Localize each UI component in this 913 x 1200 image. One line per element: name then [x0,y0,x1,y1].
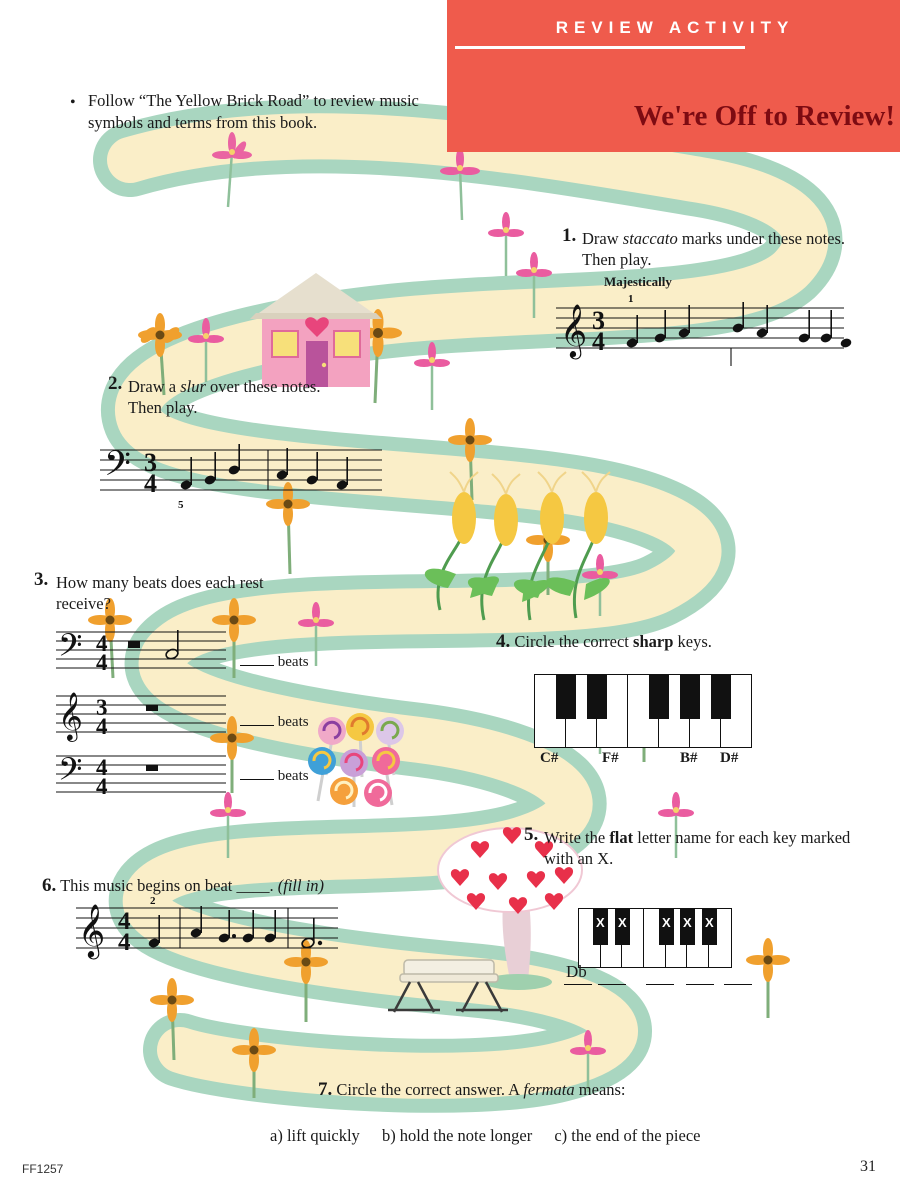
question-2 [108,372,358,419]
question-1-number: 1. [562,225,577,246]
question-3-text: How many beats does each rest receive? [56,572,264,614]
banner-label: REVIEW ACTIVITY [555,18,795,37]
x-mark-icon: X [596,915,605,930]
sharp-key-labels [534,750,764,770]
question-6-text: This music begins on beat ____. (fill in) [60,876,325,895]
svg-text:4: 4 [96,650,108,675]
black-key[interactable] [649,675,669,719]
question-2-text: Draw a slur over these notes. Then play. [128,376,321,418]
intro-text: Follow “The Yellow Brick Road” to review music symbols and terms from this book. [88,91,419,133]
svg-text:1: 1 [628,293,634,305]
svg-text:4: 4 [96,755,108,780]
svg-text:4: 4 [96,714,108,739]
page-number: 31 [860,1158,876,1175]
svg-text:𝄢: 𝄢 [58,627,83,671]
bullet-icon: • [70,94,76,111]
x-mark-icon: X [683,915,692,930]
svg-text:4: 4 [96,774,108,799]
answer-blank-beats-1[interactable]: beats [240,654,309,671]
svg-text:4: 4 [96,631,108,656]
svg-text:4: 4 [592,327,605,356]
question-4-number: 4. [496,631,511,652]
svg-text:3: 3 [144,448,157,477]
tempo-marking: Majestically [604,274,672,289]
svg-text:2: 2 [150,895,156,907]
page-title: We're Off to Review! [633,100,895,132]
answer-blank-beats-2[interactable]: beats [240,714,309,731]
staff-q6 [76,896,346,968]
svg-text:3: 3 [96,695,108,720]
key-label[interactable]: B# [680,750,698,766]
svg-text:4: 4 [118,929,131,956]
question-7-text: Circle the correct answer. A fermata means: [336,1080,626,1099]
question-4 [496,630,826,655]
staff-q1 [556,293,846,366]
question-3 [34,568,264,615]
answer-option-c[interactable]: c) the end of the piece [554,1126,701,1145]
staff-q3-row1 [56,626,236,678]
black-key[interactable] [680,675,700,719]
question-6 [42,874,462,899]
keyboard-sharp[interactable] [534,674,752,748]
question-5 [524,823,854,870]
black-key[interactable] [587,675,607,719]
svg-text:𝄞: 𝄞 [560,303,588,357]
question-2-number: 2. [108,373,123,394]
svg-text:3: 3 [592,306,605,335]
answer-blank[interactable] [598,984,626,985]
staff-q2 [100,440,390,510]
x-mark-icon: X [618,915,627,930]
answer-blank[interactable] [724,984,752,985]
keyboard-flat[interactable] [578,908,732,968]
footer-code: FF1257 [22,1162,64,1176]
question-6-number: 6. [42,875,57,896]
question-3-number: 3. [34,569,49,590]
flat-answer-first[interactable]: Db [566,962,587,981]
staff-q3-row2 [56,688,236,742]
svg-text:5: 5 [178,499,184,511]
x-mark-icon: X [662,915,671,930]
svg-text:4: 4 [144,469,157,498]
question-4-text: Circle the correct sharp keys. [514,632,712,651]
question-5-text: Write the flat letter name for each key marked with an X. [544,827,851,869]
staff-q3-row3 [56,750,236,802]
question-7-answers [270,1126,790,1146]
banner-rule [455,46,745,49]
svg-text:𝄢: 𝄢 [104,443,132,492]
intro-bullet [70,90,430,135]
answer-blank[interactable] [686,984,714,985]
question-7-number: 7. [318,1079,333,1100]
svg-text:4: 4 [118,908,131,935]
answer-option-a[interactable]: a) lift quickly [270,1126,360,1145]
question-1 [562,224,882,271]
lollipop-cluster [308,713,404,807]
x-mark-icon: X [705,915,714,930]
answer-blank[interactable] [646,984,674,985]
svg-text:𝄢: 𝄢 [58,751,83,795]
question-1-text: Draw staccato marks under these notes. Then play. [582,228,846,270]
answer-option-b[interactable]: b) hold the note longer [381,1126,533,1145]
question-5-number: 5. [524,824,539,845]
svg-text:𝄞: 𝄞 [58,691,83,740]
answer-blank[interactable] [564,984,592,985]
key-label[interactable]: F# [602,750,619,766]
key-label[interactable]: D# [720,750,739,766]
key-label[interactable]: C# [540,750,559,766]
question-7 [318,1078,738,1103]
answer-blank-beats-3[interactable]: beats [240,768,309,785]
black-key[interactable] [556,675,576,719]
svg-text:𝄞: 𝄞 [78,903,106,957]
black-key[interactable] [711,675,731,719]
